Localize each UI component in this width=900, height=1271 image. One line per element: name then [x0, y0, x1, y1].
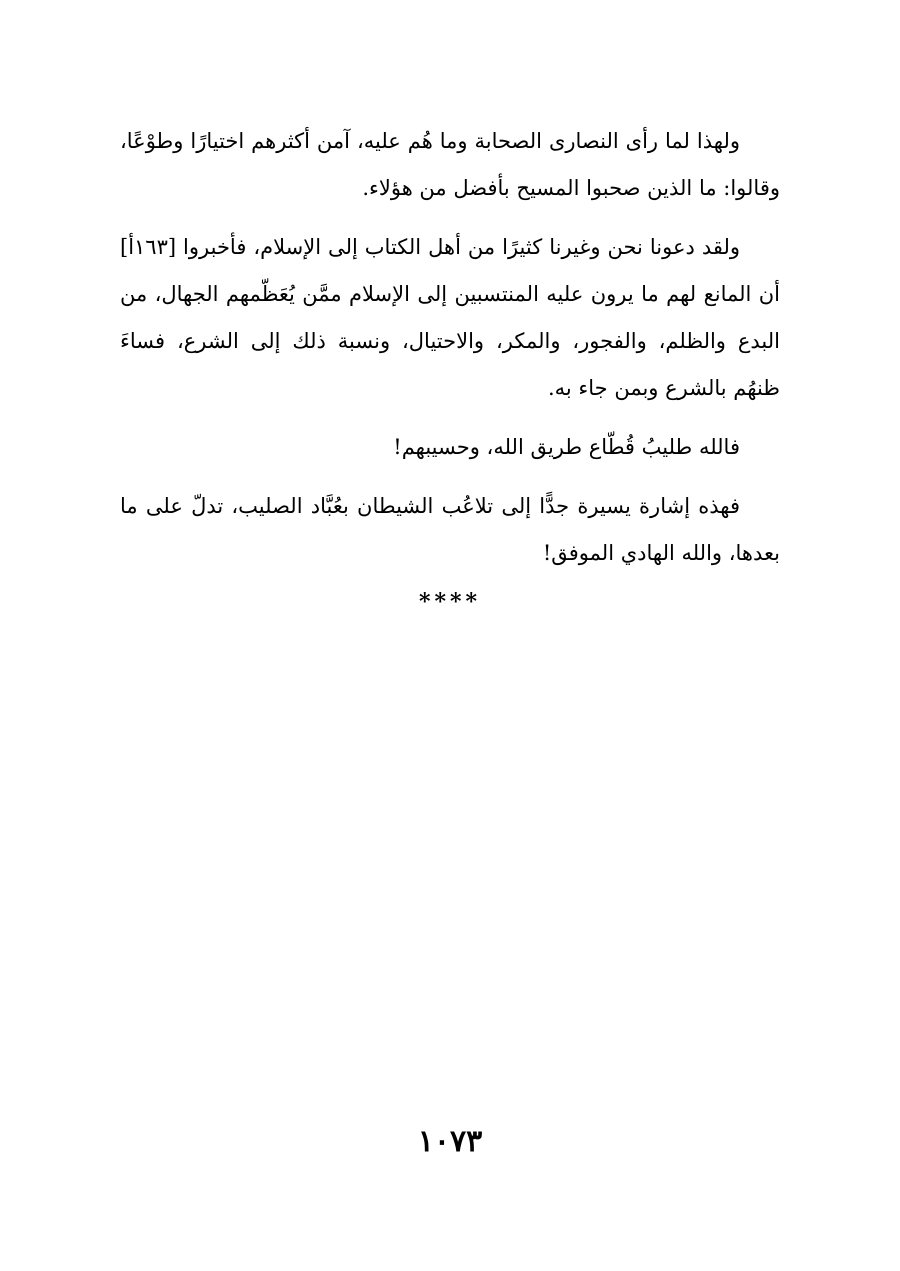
paragraph-1: ولهذا لما رأى النصارى الصحابة وما هُم عليه، آمن أكثرهم اختيارًا وطوْعًا، وقالوا: ما الذين صحبوا المسيح بأفضل من هؤلاء.: [120, 129, 780, 200]
paragraph-4: فهذه إشارة يسيرة جدًّا إلى تلاعُب الشيطان بعُبَّاد الصليب، تدلّ على ما بعدها، والله الهادي الموفق!: [120, 494, 780, 565]
page-number: ١٠٧٣: [417, 1124, 483, 1159]
paragraph-3: فالله طليبُ قُطّاع طريق الله، وحسيبهم!: [393, 435, 740, 459]
paragraph-2: ولقد دعونا نحن وغيرنا كثيرًا من أهل الكتاب إلى الإسلام، فأخبروا [١٦٣أ] أن المانع لهم ما يرون عليه المنتسبين إلى الإسلام ممَّن يُعَظّمهم الجهال، من البدع والظلم، والفجور، والمكر، والاحتيال، ونسبة ذلك إلى الشرع، فساءَ ظنهُم بالشرع وبمن جاء به.: [120, 235, 780, 400]
section-separator: ****: [418, 589, 482, 615]
page-body: [120, 118, 780, 615]
